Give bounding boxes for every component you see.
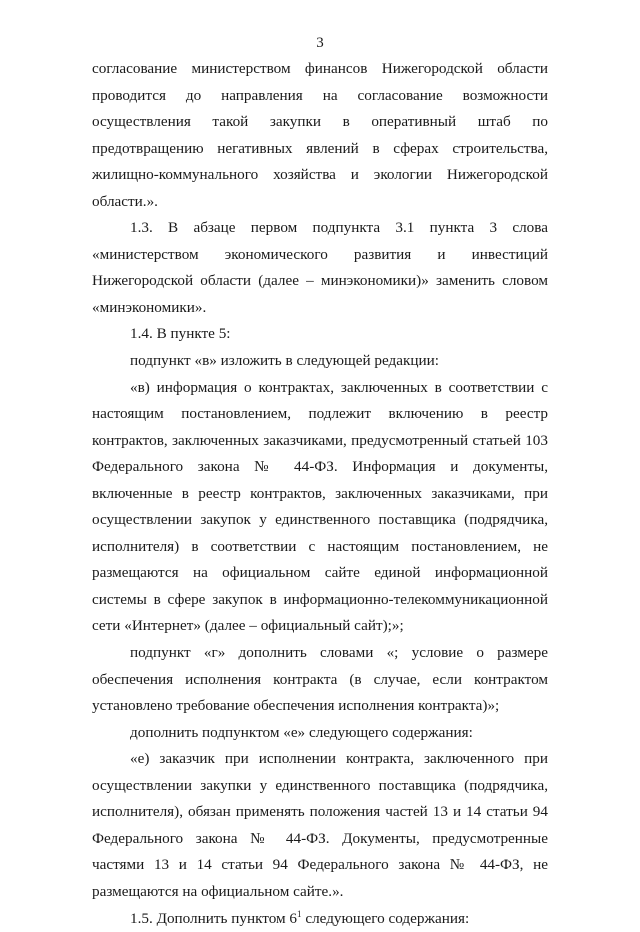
paragraph-subpoint-g: подпункт «г» дополнить словами «; условие о размере обеспечения исполнения контракта (в случае, если контрактом установлено требование обеспечения исполнения контракта)»; <box>92 640 548 720</box>
document-body <box>92 56 548 932</box>
paragraph-continuation: согласование министерством финансов Нижегородской области проводится до направления на согласование возможности осуществления такой закупки в оперативный штаб по предотвращению негативных явлений в сферах строительства, жилищно-коммунального хозяйства и экологии Нижегородской области.». <box>92 56 548 215</box>
paragraph-subpoint-e-intro: дополнить подпунктом «е» следующего содержания: <box>92 720 548 747</box>
paragraph-1-5 <box>92 906 548 932</box>
paragraph-1-5-superscript: 1 <box>297 909 302 919</box>
paragraph-1-3: 1.3. В абзаце первом подпункта 3.1 пункта 3 слова «министерством экономического развития и инвестиций Нижегородской области (далее – минэкономики)» заменить словом «минэкономики». <box>92 215 548 321</box>
paragraph-1-4: 1.4. В пункте 5: <box>92 321 548 348</box>
page-number: 3 <box>0 34 640 52</box>
paragraph-subpoint-v-text: «в) информация о контрактах, заключенных в соответствии с настоящим постановлением, подлежит включению в реестр контрактов, заключенных заказчиками, предусмотренный статьей 103 Федерального закона № 44-ФЗ. Информация и документы, включенные в реестр контрактов, заключенных заказчиками, при осуществлении закупок у единственного поставщика (подрядчика, исполнителя) в соответствии с настоящим постановлением, не размещаются на официальном сайте единой информационной системы в сфере закупок в информационно-телекоммуникационной сети «Интернет» (далее – официальный сайт);»; <box>92 375 548 640</box>
paragraph-subpoint-v-intro: подпункт «в» изложить в следующей редакции: <box>92 348 548 375</box>
paragraph-1-5-end: следующего содержания: <box>302 910 470 927</box>
paragraph-1-5-start: 1.5. Дополнить пунктом 6 <box>130 910 297 927</box>
paragraph-subpoint-e-text: «е) заказчик при исполнении контракта, заключенного при осуществлении закупки у единственного поставщика (подрядчика, исполнителя), обязан применять положения частей 13 и 14 статьи 94 Федерального закона № 44-ФЗ. Документы, предусмотренные частями 13 и 14 статьи 94 Федерального закона № 44-ФЗ, не размещаются на официальном сайте.». <box>92 746 548 905</box>
